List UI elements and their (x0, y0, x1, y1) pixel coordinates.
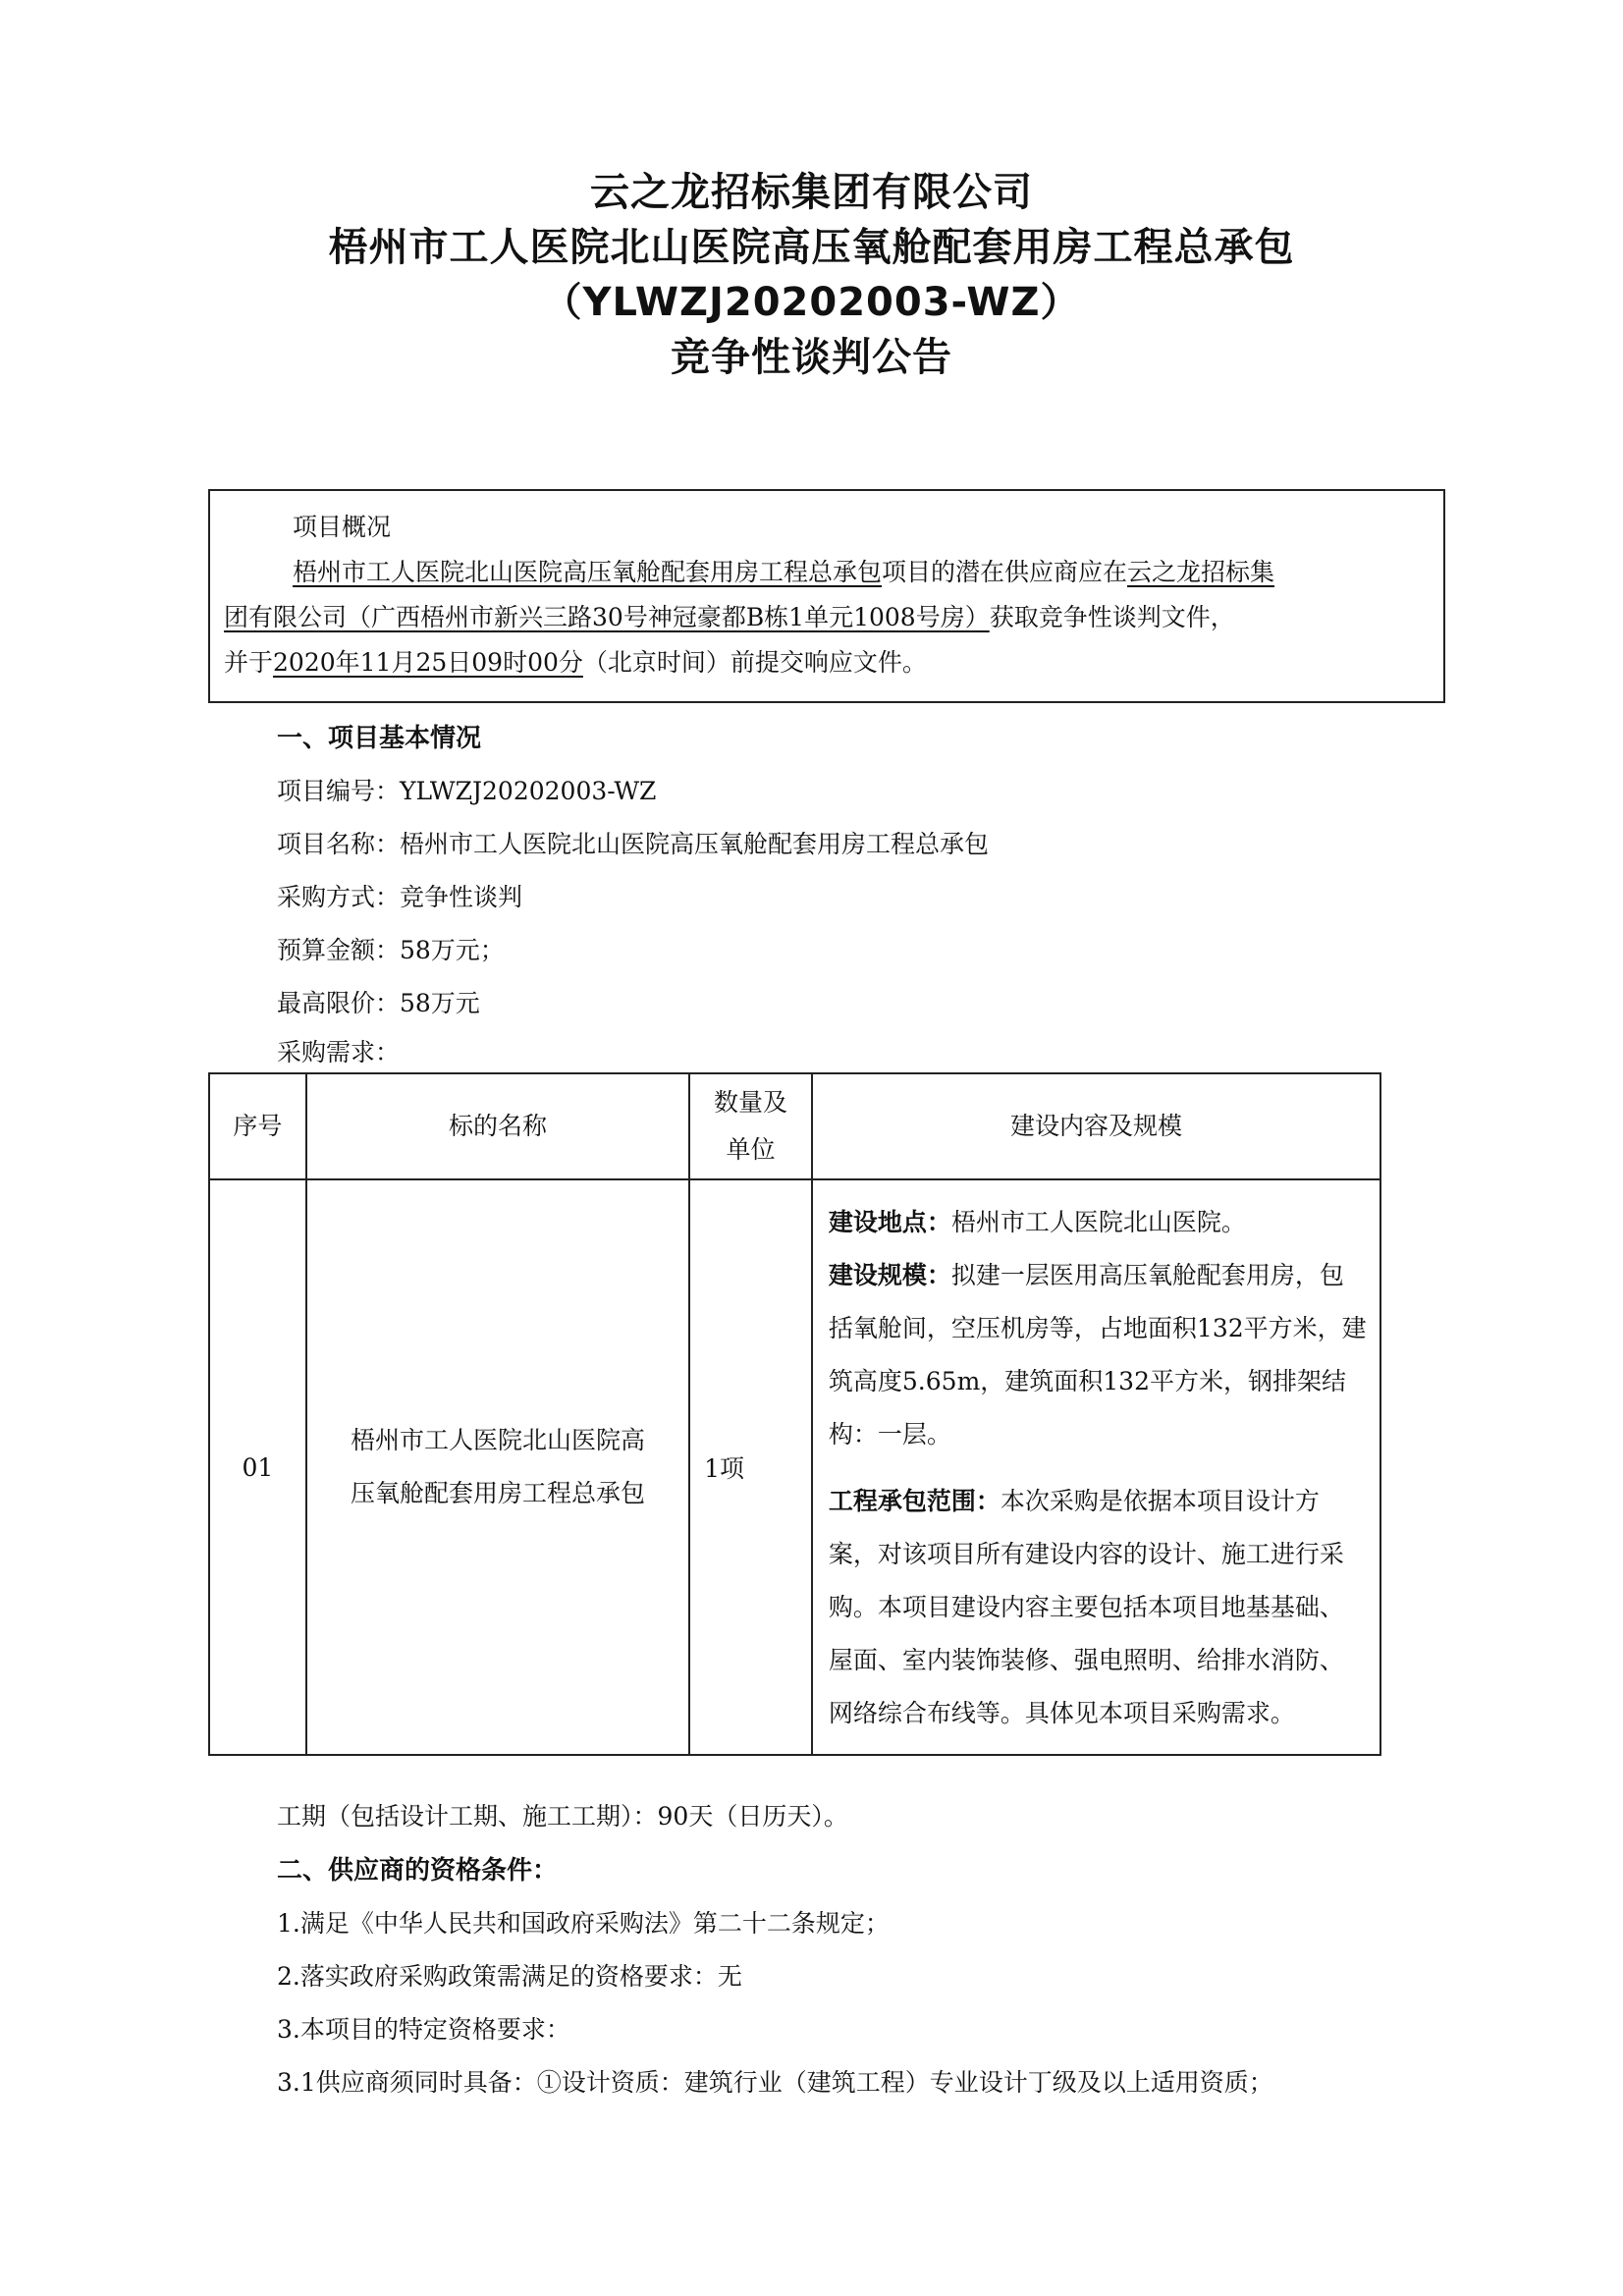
header-no: 序号 (209, 1073, 306, 1179)
overview-agency: 云之龙招标集 (1127, 558, 1275, 586)
content-scope (829, 1475, 1368, 1740)
header-qty-line1: 数量及 (713, 1088, 787, 1117)
overview-text-line3 (224, 640, 1430, 685)
content-scale (829, 1249, 1368, 1461)
title-company: 云之龙招标集团有限公司 (590, 170, 1033, 215)
overview-deadline: 2020年11月25日09时00分 (273, 648, 583, 677)
overview-text-3: 并于 (224, 648, 274, 677)
table-header-row (209, 1073, 1380, 1179)
scale-text: 拟建一层医用高压氧舱配套用房，包括氧舱间，空压机房等，占地面积132平方米，建筑高度5.65m，建筑面积132平方米，钢排架结构：一层。 (828, 1261, 1367, 1449)
title-project: 梧州市工人医院北山医院高压氧舱配套用房工程总承包 (328, 225, 1295, 270)
row-name (306, 1179, 689, 1755)
site-label: 建设地点： (828, 1208, 951, 1236)
overview-text-1: 项目的潜在供应商应在 (882, 558, 1128, 586)
header-qty (689, 1073, 812, 1179)
row-name-line2: 压氧舱配套用房工程总承包 (350, 1479, 645, 1507)
document-title (0, 165, 1623, 385)
overview-agency-address: 团有限公司（广西梧州市新兴三路30号神冠豪都B栋1单元1008号房） (224, 603, 990, 631)
scale-label: 建设规模： (828, 1261, 951, 1289)
overview-text-line2 (224, 595, 1430, 640)
scope-text: 本次采购是依据本项目设计方案，对该项目所有建设内容的设计、施工进行采购。本项目建设内容主要包括本项目地基基础、屋面、室内装饰装修、强电照明、给排水消防、网络综合布线等。具体见本项目采购需求。 (828, 1487, 1344, 1727)
header-name: 标的名称 (306, 1073, 689, 1179)
header-qty-line2: 单位 (726, 1135, 776, 1164)
requirement-table (208, 1072, 1381, 1756)
overview-heading: 项目概况 (293, 513, 392, 541)
header-content: 建设内容及规模 (812, 1073, 1380, 1179)
procurement-method: 采购方式：竞争性谈判 (277, 883, 523, 911)
row-content (812, 1179, 1380, 1755)
overview-text (224, 550, 1430, 595)
section2-heading: 二、供应商的资格条件： (277, 1856, 559, 1886)
overview-project-name: 梧州市工人医院北山医院高压氧舱配套用房工程总承包 (293, 558, 883, 586)
row-qty: 1项 (689, 1179, 812, 1755)
qualification-item-3: 3.本项目的特定资格要求： (277, 2015, 570, 2044)
row-name-line1: 梧州市工人医院北山医院高 (350, 1426, 645, 1454)
site-text: 梧州市工人医院北山医院。 (950, 1208, 1246, 1236)
qualification-item-1: 1.满足《中华人民共和国政府采购法》第二十二条规定； (277, 1909, 890, 1938)
overview-text-4: （北京时间）前提交响应文件。 (582, 648, 927, 677)
title-project-code: （YLWZJ20202003-WZ） (542, 280, 1081, 325)
budget-amount: 预算金额：58万元； (277, 936, 505, 964)
max-price: 最高限价：58万元 (277, 989, 480, 1017)
construction-period: 工期（包括设计工期、施工工期）：90天（日历天）。 (277, 1802, 848, 1831)
project-number: 项目编号：YLWZJ20202003-WZ (277, 777, 657, 805)
table-row (209, 1179, 1380, 1755)
requirement-label: 采购需求： (277, 1038, 401, 1066)
project-name: 项目名称：梧州市工人医院北山医院高压氧舱配套用房工程总承包 (277, 830, 990, 858)
qualification-item-2: 2.落实政府采购政策需满足的资格要求：无 (277, 1962, 742, 1991)
row-no: 01 (209, 1179, 306, 1755)
title-announcement: 竞争性谈判公告 (671, 335, 952, 380)
qualification-item-3-1: 3.1供应商须同时具备：①设计资质：建筑行业（建筑工程）专业设计丁级及以上适用资质； (277, 2068, 1273, 2097)
overview-text-2: 获取竞争性谈判文件， (989, 603, 1235, 631)
project-overview-box (208, 489, 1445, 703)
content-site (829, 1196, 1368, 1249)
section1-heading: 一、项目基本情况 (277, 724, 482, 753)
scope-label: 工程承包范围： (828, 1487, 1001, 1515)
